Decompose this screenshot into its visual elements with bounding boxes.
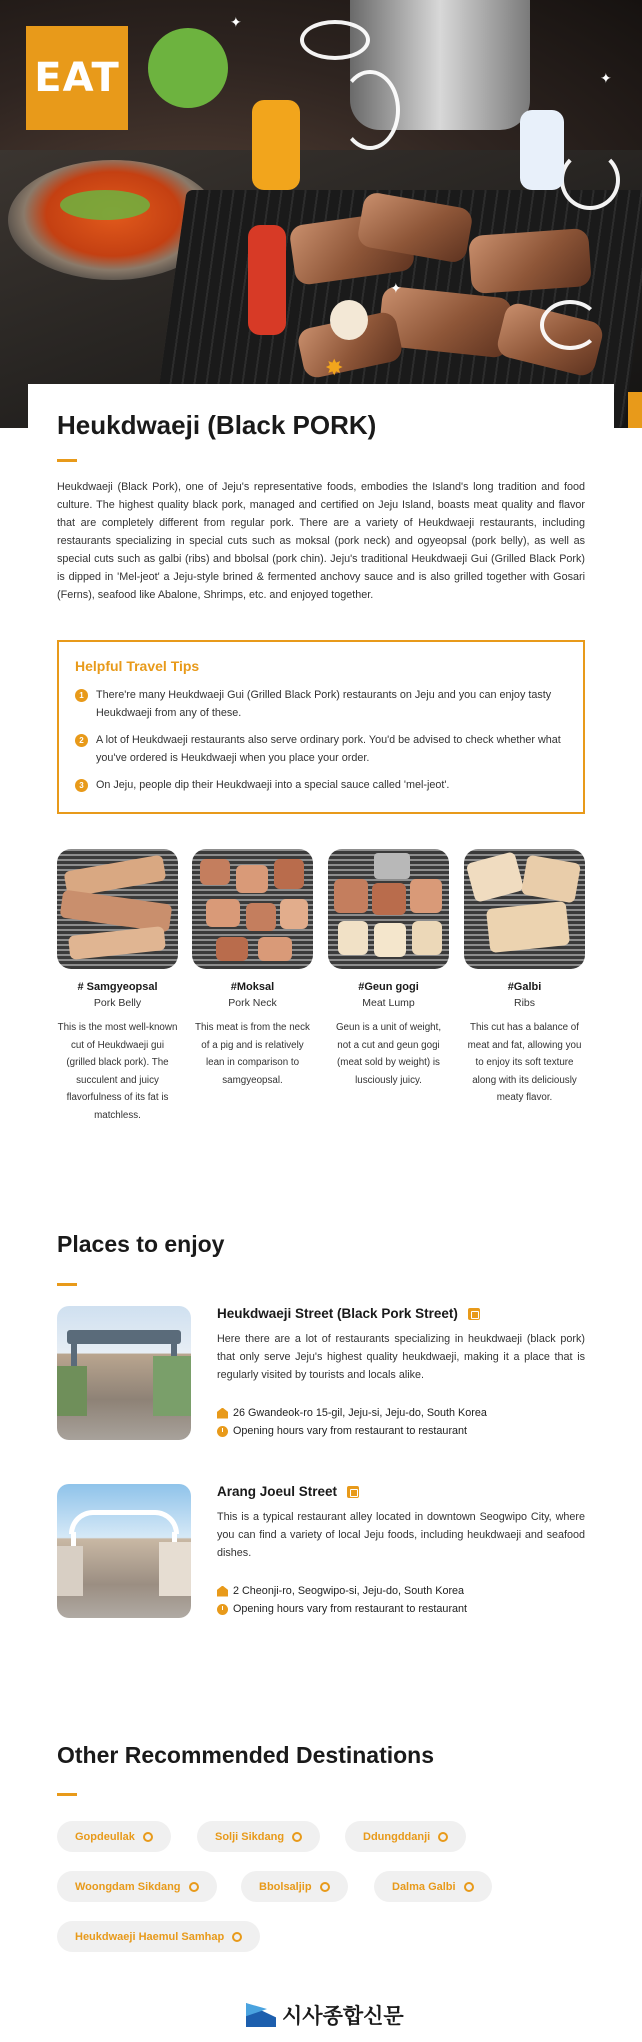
places-title: Places to enjoy [57, 1231, 225, 1257]
destination-chip[interactable] [57, 1921, 260, 1952]
food-description: This is the most well-known cut of Heukdwaeji gui (grilled black pork). The succulent and juicy flavorfulness of its fat is matchless. [57, 1022, 178, 1121]
publisher-logo [246, 2000, 404, 2030]
destination-label: Heukdwaeji Haemul Samhap [75, 1930, 225, 1943]
food-subtitle: Pork Belly [93, 997, 142, 1009]
steam-swirl [340, 70, 400, 150]
hero-image [0, 0, 642, 428]
sparkle-icon: ✸ [325, 355, 344, 380]
place-address-text: 26 Gwandeok-ro 15-gil, Jeju-si, Jeju-do, South Korea [233, 1407, 487, 1419]
link-icon [230, 1929, 244, 1943]
eat-badge-label: EAT [34, 55, 120, 101]
food-name: # Samgyeopsal [77, 981, 158, 993]
destination-chip[interactable] [57, 1871, 217, 1902]
tip-text: There're many Heukdwaeji Gui (Grilled Black Pork) restaurants on Jeju and you can enjoy tasty Heukdwaeji from any of these. [96, 689, 552, 719]
link-icon [317, 1879, 331, 1893]
place-address-text: 2 Cheonji-ro, Seogwipo-si, Jeju-do, South Korea [233, 1585, 465, 1597]
lettuce-illustration [148, 28, 228, 108]
destinations-accent [57, 1793, 77, 1796]
scallion-garnish [60, 190, 150, 220]
garlic-illustration [330, 300, 368, 340]
place-hours [217, 1425, 467, 1437]
title-accent [57, 459, 77, 462]
place-description: Here there are a lot of restaurants specializing in heukdwaeji (black pork) that only serve Jeju's highest quality heukdwaeji, making it a place that is regularly visited by tourists and locals alike. [217, 1333, 585, 1381]
tip-text: On Jeju, people dip their Heukdwaeji into a special sauce called 'mel-jeot'. [96, 779, 450, 791]
place-address [217, 1585, 464, 1597]
place-name-text: Heukdwaeji Street (Black Pork Street) [217, 1306, 458, 1321]
food-description: Geun is a unit of weight, not a cut and geun gogi (meat sold by weight) is lusciously juicy. [335, 1022, 442, 1086]
tip-item [75, 686, 567, 722]
place-name [217, 1306, 480, 1321]
place-description: This is a typical restaurant alley located in downtown Seogwipo City, where you can find a variety of local Jeju foods, including heukdwaeji and seafood dishes. [217, 1511, 585, 1559]
food-card-samgyeopsal [57, 849, 178, 1124]
food-description: This cut has a balance of meat and fat, allowing you to enjoy its soft texture along with its deliciously meaty flavor. [467, 1022, 582, 1103]
places-accent [57, 1283, 77, 1286]
food-photo [328, 849, 449, 969]
food-photo [464, 849, 585, 969]
destinations-title: Other Recommended Destinations [57, 1742, 435, 1768]
food-photo [192, 849, 313, 969]
travel-tips-box [57, 640, 585, 814]
food-description: This meat is from the neck of a pig and is relatively lean in comparison to samgyeopsal. [195, 1022, 310, 1086]
destination-chip[interactable] [374, 1871, 492, 1902]
clock-icon [217, 1604, 228, 1615]
place-name [217, 1484, 359, 1499]
location-icon [217, 1408, 228, 1419]
intro-paragraph: Heukdwaeji (Black Pork), one of Jeju's representative foods, embodies the Island's long tradition and food culture. The highest quality black pork, managed and certified on Jeju Island, boasts meat quality and flavor that are completely different from regular pork. There are a variety of Heukdwaeji restaurants, including restaurants specializing in special cuts such as moksal (pork neck) and ogyeopsal (pork belly), as well as special cuts such as galbi (ribs) and bbolsal (pork chin). Jeju's traditional Heukdwaeji Gui (Grilled Black Pork) is dipped in 'Mel-jeot' a Jeju-style brined & fermented anchovy sauce and is also grilled together with Gosari (Ferns), seafood like Abalone, Shrimps, etc. and enjoyed together. [57, 481, 585, 601]
food-card-geun-gogi [328, 849, 449, 1089]
food-photo [57, 849, 178, 969]
place-name-text: Arang Joeul Street [217, 1484, 338, 1499]
chef-figure [248, 225, 286, 335]
steam-swirl [560, 150, 620, 210]
food-card-galbi [464, 849, 585, 1107]
food-card-moksal [192, 849, 313, 1089]
place-hours [217, 1603, 467, 1615]
pork-slice [468, 228, 592, 294]
tip-number: 2 [75, 734, 88, 747]
logo-text: 시사종합신문 [282, 2004, 404, 2028]
destination-label: Dalma Galbi [392, 1880, 456, 1893]
steam-swirl [300, 20, 370, 60]
link-icon [436, 1829, 450, 1843]
destination-chip[interactable] [57, 1821, 171, 1852]
link-icon [290, 1829, 304, 1843]
tip-text: A lot of Heukdwaeji restaurants also serve ordinary pork. You'd be advised to check whether what you've ordered is Heukdwaeji when you place your order. [96, 734, 561, 764]
food-name: #Moksal [230, 981, 275, 993]
page-title: Heukdwaeji (Black PORK) [57, 410, 377, 440]
destination-label: Gopdeullak [75, 1830, 135, 1843]
chef-figure [520, 110, 564, 190]
tips-title: Helpful Travel Tips [75, 658, 200, 674]
link-icon [186, 1879, 200, 1893]
location-icon [217, 1586, 228, 1597]
tip-number: 1 [75, 689, 88, 702]
sparkle-icon: ✦ [600, 70, 612, 86]
eat-badge [26, 26, 128, 130]
destination-chip[interactable] [197, 1821, 320, 1852]
decor-corner [628, 392, 642, 428]
destination-label: Ddungddanji [363, 1830, 431, 1843]
copy-icon[interactable] [347, 1486, 359, 1498]
sparkle-icon: ✦ [230, 14, 242, 30]
clock-icon [217, 1426, 228, 1437]
destination-chip[interactable] [241, 1871, 348, 1902]
place-photo-heukdwaeji-street [57, 1306, 191, 1440]
place-hours-text: Opening hours vary from restaurant to restaurant [233, 1425, 468, 1437]
destination-label: Bbolsaljip [259, 1880, 312, 1893]
link-icon [462, 1879, 476, 1893]
chef-figure [252, 100, 300, 190]
tip-item [75, 776, 567, 794]
sparkle-icon: ✦ [390, 280, 402, 296]
destination-chip[interactable] [345, 1821, 466, 1852]
link-icon [141, 1829, 155, 1843]
logo-icon [246, 2003, 276, 2027]
destination-label: Woongdam Sikdang [75, 1880, 181, 1893]
tip-item [75, 731, 567, 767]
place-address [217, 1407, 487, 1419]
place-photo-arang-joeul-street [57, 1484, 191, 1618]
food-name: #Geun gogi [358, 981, 419, 993]
food-subtitle: Pork Neck [228, 997, 277, 1009]
food-subtitle: Ribs [513, 997, 535, 1009]
steam-swirl [540, 300, 600, 350]
destination-label: Solji Sikdang [215, 1830, 285, 1843]
tip-number: 3 [75, 779, 88, 792]
copy-icon[interactable] [468, 1308, 480, 1320]
food-name: #Galbi [507, 981, 542, 993]
place-hours-text: Opening hours vary from restaurant to restaurant [233, 1603, 468, 1615]
food-subtitle: Meat Lump [362, 997, 415, 1009]
